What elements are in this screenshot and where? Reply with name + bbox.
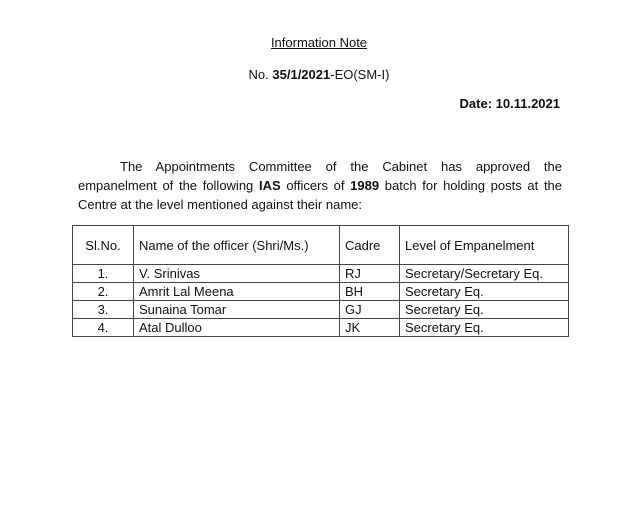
batch-year: 1989 xyxy=(350,178,380,193)
body-paragraph xyxy=(78,157,562,214)
cell-level: Secretary Eq. xyxy=(400,283,569,301)
cell-cadre: GJ xyxy=(340,301,400,319)
reference-code: 35/1/2021 xyxy=(272,67,331,82)
cell-level: Secretary Eq. xyxy=(400,319,569,337)
cell-level: Secretary Eq. xyxy=(400,301,569,319)
paragraph-text-2: officers of xyxy=(280,178,351,193)
officers-table xyxy=(72,225,569,337)
cell-sl-no: 4. xyxy=(73,319,134,337)
cell-officer-name: Atal Dulloo xyxy=(134,319,340,337)
table-row xyxy=(73,283,569,301)
paragraph-text-3: batch for holding posts at the Centre at the level mentioned against their name: xyxy=(78,178,563,212)
table-row xyxy=(73,319,569,337)
header-sl-no: Sl.No. xyxy=(73,226,134,265)
cell-sl-no: 3. xyxy=(73,301,134,319)
reference-suffix: -EO(SM-I) xyxy=(330,67,390,82)
paragraph-text-1: The Appointments Committee of the Cabinet has approved the empanelment of the following xyxy=(78,159,562,193)
cell-cadre: RJ xyxy=(340,265,400,283)
cell-cadre: BH xyxy=(340,283,400,301)
header-level: Level of Empanelment xyxy=(400,226,569,265)
reference-prefix: No. xyxy=(248,67,273,82)
cell-level: Secretary/Secretary Eq. xyxy=(400,265,569,283)
table-header-row xyxy=(73,226,569,265)
service-name: IAS xyxy=(258,178,281,193)
header-cadre: Cadre xyxy=(340,226,400,265)
cell-cadre: JK xyxy=(340,319,400,337)
cell-sl-no: 2. xyxy=(73,283,134,301)
table-row xyxy=(73,301,569,319)
reference-number xyxy=(0,67,638,82)
cell-officer-name: Amrit Lal Meena xyxy=(134,283,340,301)
cell-officer-name: V. Srinivas xyxy=(134,265,340,283)
header-officer-name: Name of the officer (Shri/Ms.) xyxy=(134,226,340,265)
cell-officer-name: Sunaina Tomar xyxy=(134,301,340,319)
cell-sl-no: 1. xyxy=(73,265,134,283)
document-date: Date: 10.11.2021 xyxy=(459,96,560,111)
table-row xyxy=(73,265,569,283)
document-title: Information Note xyxy=(270,35,368,50)
